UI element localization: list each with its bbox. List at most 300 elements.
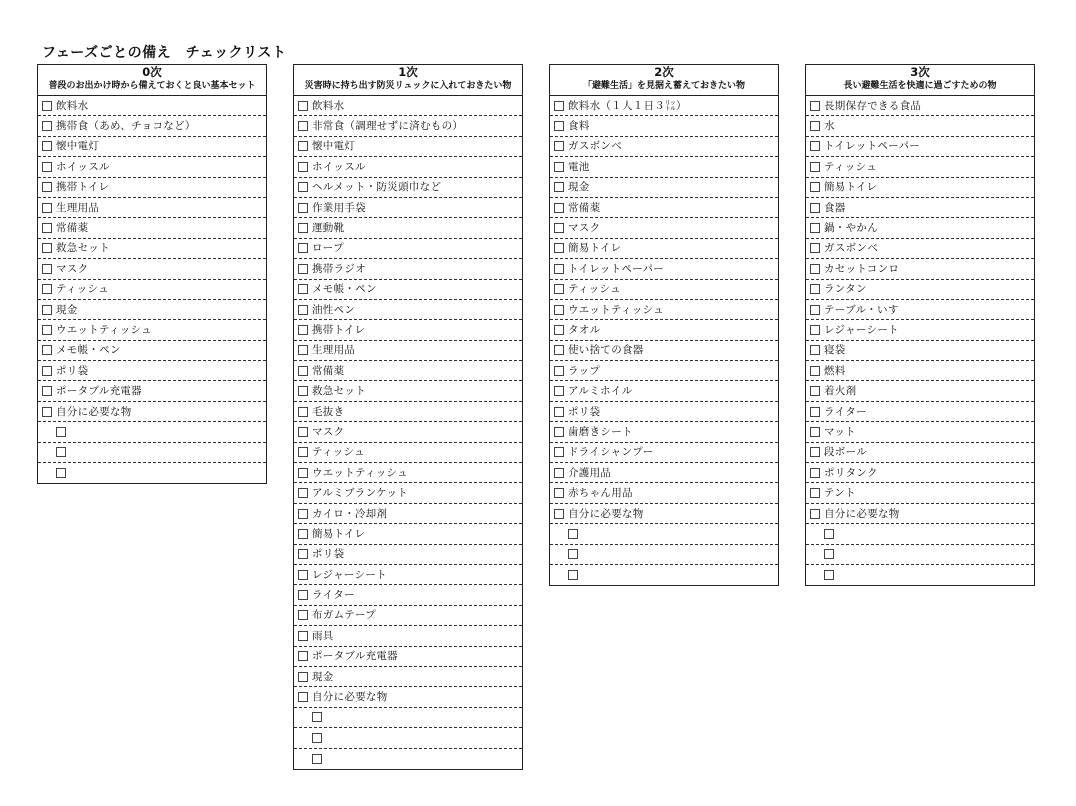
checklist-item-label: トイレットペーパー [824, 140, 921, 153]
checkbox[interactable] [42, 345, 52, 355]
blank-checklist-item [294, 728, 522, 748]
checklist-item [550, 320, 778, 340]
checkbox[interactable] [312, 712, 322, 722]
checklist-item [550, 96, 778, 116]
checklist-item-label: 介護用品 [568, 466, 612, 479]
checkbox[interactable] [42, 325, 52, 335]
checkbox[interactable] [810, 243, 820, 253]
checklist-item-label: ポリ袋 [312, 548, 345, 561]
blank-checklist-item [806, 565, 1034, 585]
checklist-item [550, 198, 778, 218]
checklist-item [550, 157, 778, 177]
checklist-item-label: メモ帳・ペン [56, 344, 121, 357]
checklist-item [38, 320, 266, 340]
checkbox[interactable] [42, 162, 52, 172]
checklist-item-label: 携帯トイレ [312, 324, 366, 336]
checkbox[interactable] [298, 692, 308, 702]
checkbox[interactable] [298, 651, 308, 661]
checklist-rows [294, 96, 522, 769]
checklist-column-phase-0 [37, 64, 267, 484]
checklist-item-label: 簡易トイレ [312, 527, 366, 540]
checklist-item-label: 常備薬 [568, 201, 601, 214]
checklist-item [806, 463, 1034, 483]
checkbox[interactable] [42, 182, 52, 192]
checklist-item-label: ガスボンベ [824, 242, 878, 255]
checklist-item [806, 157, 1034, 177]
checklist-item-label: 着火剤 [824, 385, 857, 398]
blank-checklist-item [294, 749, 522, 769]
checkbox[interactable] [810, 182, 820, 192]
checklist-item-label: ガスボンベ [568, 140, 622, 153]
checklist-item [806, 300, 1034, 320]
checkbox[interactable] [810, 162, 820, 172]
checklist-item [294, 483, 522, 503]
checklist-item [806, 198, 1034, 218]
checklist-item [806, 280, 1034, 300]
checklist-item [294, 463, 522, 483]
column-header [38, 65, 266, 96]
checklist-item [38, 96, 266, 116]
checkbox[interactable] [810, 427, 820, 437]
checklist-item-label: ホイッスル [56, 160, 110, 173]
checklist-item [38, 137, 266, 157]
checklist-item-label: ティッシュ [56, 283, 109, 296]
checklist-item-label: 電池 [568, 160, 590, 173]
checklist-item-label: 赤ちゃん用品 [568, 487, 633, 500]
checkbox[interactable] [554, 386, 564, 396]
checklist-item [294, 218, 522, 238]
checklist-item [294, 422, 522, 442]
checklist-item-label: トイレットペーパー [568, 262, 665, 275]
checklist-item-label: マスク [568, 222, 601, 235]
column-header [294, 65, 522, 96]
checklist-item-label: 使い捨ての食器 [568, 344, 644, 357]
checklist-item [806, 504, 1034, 524]
checkbox[interactable] [298, 590, 308, 600]
checkbox[interactable] [554, 427, 564, 437]
checkbox[interactable] [554, 345, 564, 355]
checkbox[interactable] [56, 447, 66, 457]
checkbox[interactable] [42, 305, 52, 315]
checklist-item-label: ポリ袋 [568, 405, 601, 418]
checklist-item-label: アルミブランケット [312, 487, 409, 500]
checklist-item [38, 361, 266, 381]
checkbox[interactable] [810, 488, 820, 498]
checkbox[interactable] [810, 141, 820, 151]
checkbox[interactable] [554, 141, 564, 151]
checkbox[interactable] [298, 182, 308, 192]
checklist-item-label: 雨具 [312, 629, 334, 642]
checkbox[interactable] [554, 468, 564, 478]
checklist-item-label: テーブル・いす [824, 303, 899, 316]
checklist-item-label: 携帯ラジオ [312, 262, 366, 275]
checklist-item-label: ポータブル充電器 [56, 385, 142, 398]
checklist-item-label: アルミホイル [568, 385, 633, 398]
checklist-item-label: 寝袋 [824, 344, 846, 357]
blank-checklist-item [550, 524, 778, 544]
checkbox[interactable] [298, 447, 308, 457]
checkbox[interactable] [554, 162, 564, 172]
checkbox[interactable] [810, 121, 820, 131]
checklist-item-label: 歯磨きシート [568, 425, 633, 438]
checklist-item-label: 食器 [824, 201, 846, 214]
checkbox[interactable] [554, 223, 564, 233]
checkbox[interactable] [298, 101, 308, 111]
column-header [550, 65, 778, 96]
checklist-item [294, 667, 522, 687]
checklist-item-label: 常備薬 [56, 222, 89, 235]
checkbox[interactable] [554, 264, 564, 274]
checklist-item-label: マスク [312, 425, 345, 438]
checklist-item [294, 626, 522, 646]
checklist-item [550, 504, 778, 524]
checklist-item [550, 300, 778, 320]
checkbox[interactable] [554, 284, 564, 294]
checklist-item-label: タオル [568, 324, 601, 336]
checklist-item-label: ランタン [824, 283, 867, 296]
checklist-item [550, 218, 778, 238]
checklist-item-label: 長期保存できる食品 [824, 99, 922, 112]
checkbox[interactable] [554, 407, 564, 417]
checkbox[interactable] [298, 386, 308, 396]
checkbox[interactable] [298, 610, 308, 620]
checklist-item-label: 非常食（調理せずに済むもの） [312, 120, 464, 133]
checkbox[interactable] [810, 366, 820, 376]
checklist-item [806, 239, 1034, 259]
checkbox[interactable] [312, 754, 322, 764]
checklist-item [806, 341, 1034, 361]
checkbox[interactable] [42, 203, 52, 213]
checklist-item [550, 463, 778, 483]
checklist-item [550, 483, 778, 503]
checklist-item-label: ポリタンク [824, 466, 878, 479]
checklist-item-label: ライター [824, 405, 867, 418]
checkbox[interactable] [810, 325, 820, 335]
checkbox[interactable] [298, 203, 308, 213]
checklist-item-label: 自分に必要な物 [56, 405, 132, 418]
checklist-item-label: 救急セット [56, 242, 110, 255]
checklist-item-label: メモ帳・ペン [312, 283, 377, 296]
checklist-item [806, 137, 1034, 157]
checkbox[interactable] [298, 243, 308, 253]
checklist-rows [38, 96, 266, 483]
checklist-item-label: 現金 [568, 181, 590, 194]
checklist-item-label: 懐中電灯 [312, 140, 356, 153]
checklist-item [550, 381, 778, 401]
checkbox[interactable] [810, 407, 820, 417]
checkbox[interactable] [298, 570, 308, 580]
checklist-item [550, 259, 778, 279]
checklist-item [38, 280, 266, 300]
checkbox[interactable] [810, 264, 820, 274]
checkbox[interactable] [298, 141, 308, 151]
checklist-item-label: ライター [312, 589, 355, 602]
checklist-rows [550, 96, 778, 585]
checkbox[interactable] [298, 509, 308, 519]
checklist-item [38, 402, 266, 422]
checkbox[interactable] [824, 570, 834, 580]
phase-label: 3次 [910, 65, 930, 79]
phase-label: 2次 [654, 65, 674, 79]
checkbox[interactable] [298, 672, 308, 682]
checkbox[interactable] [298, 468, 308, 478]
checkbox[interactable] [298, 529, 308, 539]
checkbox[interactable] [554, 101, 564, 111]
checklist-item-label: ティッシュ [312, 446, 365, 459]
checklist-item [38, 239, 266, 259]
blank-checklist-item [806, 524, 1034, 544]
phase-subtitle: 「避難生活」を見据え蓄えておきたい物 [582, 81, 745, 91]
phase-subtitle: 災害時に持ち出す防災リュックに入れておきたい物 [304, 81, 512, 91]
checklist-item-label: テント [824, 487, 856, 500]
blank-checklist-item [38, 443, 266, 463]
checklist-item [38, 259, 266, 279]
checklist-item [38, 381, 266, 401]
checklist-item [294, 545, 522, 565]
checklist-item [294, 443, 522, 463]
checklist-item [806, 402, 1034, 422]
checklist-item [294, 606, 522, 626]
checkbox[interactable] [298, 284, 308, 294]
checkbox[interactable] [810, 305, 820, 315]
checkbox[interactable] [298, 549, 308, 559]
checklist-item [38, 218, 266, 238]
checklist-item [806, 320, 1034, 340]
checklist-item-label: 布ガムテープ [312, 609, 377, 622]
checklist-item [294, 198, 522, 218]
checklist-item-label: 簡易トイレ [568, 242, 622, 255]
checkbox[interactable] [810, 509, 820, 519]
checklist-item-label: ポータブル充電器 [312, 650, 398, 663]
checkbox[interactable] [554, 447, 564, 457]
checklist-item-label: 飲料水（１人１日３㍑） [568, 99, 687, 112]
blank-checklist-item [806, 545, 1034, 565]
checklist-item [294, 280, 522, 300]
blank-checklist-item [38, 463, 266, 483]
checkbox[interactable] [568, 549, 578, 559]
blank-checklist-item [38, 422, 266, 442]
checklist-item [294, 524, 522, 544]
checklist-item [38, 341, 266, 361]
checkbox[interactable] [42, 264, 52, 274]
checkbox[interactable] [56, 468, 66, 478]
checklist-item [550, 402, 778, 422]
phase-label: 1次 [398, 65, 418, 79]
checkbox[interactable] [298, 305, 308, 315]
checklist-item-label: 作業用手袋 [312, 201, 366, 214]
blank-checklist-item [550, 565, 778, 585]
checklist-item [294, 361, 522, 381]
checklist-item-label: 現金 [56, 303, 78, 316]
checkbox[interactable] [554, 366, 564, 376]
checkbox[interactable] [568, 529, 578, 539]
checklist-item-label: 自分に必要な物 [824, 507, 900, 520]
checklist-item [294, 402, 522, 422]
phase-subtitle: 長い避難生活を快適に過ごすための物 [843, 81, 997, 91]
checklist-item-label: 生理用品 [56, 201, 100, 214]
checklist-item-label: 自分に必要な物 [568, 507, 644, 520]
checkbox[interactable] [810, 468, 820, 478]
checklist-item-label: ウエットティッシュ [56, 324, 152, 336]
checklist-item-label: レジャーシート [312, 568, 387, 581]
checklist-item [806, 361, 1034, 381]
checkbox[interactable] [554, 325, 564, 335]
checkbox[interactable] [42, 407, 52, 417]
checkbox[interactable] [298, 345, 308, 355]
checkbox[interactable] [824, 529, 834, 539]
checklist-item [294, 565, 522, 585]
checklist-item [294, 96, 522, 116]
checklist-item-label: ヘルメット・防災頭巾など [312, 181, 442, 194]
checklist-item [38, 178, 266, 198]
checklist-item-label: ロープ [312, 242, 344, 255]
phase-subtitle: 普段のお出かけ時から備えておくと良い基本セット [48, 81, 256, 91]
checklist-item-label: 鍋・やかん [824, 222, 878, 235]
checkbox[interactable] [42, 101, 52, 111]
checkbox[interactable] [298, 631, 308, 641]
checklist-item-label: 携帯トイレ [56, 181, 110, 194]
checklist-item [806, 116, 1034, 136]
checkbox[interactable] [810, 223, 820, 233]
checklist-item-label: 自分に必要な物 [312, 691, 388, 704]
checkbox[interactable] [42, 223, 52, 233]
checklist-item [806, 483, 1034, 503]
checklist-item [294, 300, 522, 320]
checkbox[interactable] [554, 243, 564, 253]
checklist-item [806, 443, 1034, 463]
checkbox[interactable] [810, 447, 820, 457]
checklist-item [550, 443, 778, 463]
checklist-column-phase-1 [293, 64, 523, 770]
checklist-column-phase-2 [549, 64, 779, 586]
checklist-item-label: マスク [56, 262, 89, 275]
checkbox[interactable] [312, 733, 322, 743]
checklist-item [806, 96, 1034, 116]
checklist-item-label: 油性ペン [312, 303, 356, 316]
checklist-item [294, 320, 522, 340]
checkbox[interactable] [298, 407, 308, 417]
checklist-item [294, 239, 522, 259]
checklist-item [38, 116, 266, 136]
checklist-item-label: ドライシャンプー [568, 446, 654, 459]
checklist-item-label: ティッシュ [824, 160, 877, 173]
page-title: フェーズごとの備え チェックリスト [42, 45, 287, 61]
checkbox[interactable] [298, 223, 308, 233]
checkbox[interactable] [42, 386, 52, 396]
checklist-item-label: 救急セット [312, 385, 366, 398]
checkbox[interactable] [810, 101, 820, 111]
checkbox[interactable] [554, 182, 564, 192]
checklist-item [550, 178, 778, 198]
checkbox[interactable] [42, 141, 52, 151]
checklist-item-label: 飲料水 [56, 99, 89, 112]
checkbox[interactable] [810, 386, 820, 396]
checkbox[interactable] [298, 325, 308, 335]
checkbox[interactable] [298, 162, 308, 172]
checklist-item [294, 116, 522, 136]
checkbox[interactable] [298, 427, 308, 437]
checklist-item-label: 食料 [568, 120, 590, 133]
checklist-column-phase-3 [805, 64, 1035, 586]
checklist-item [294, 687, 522, 707]
checkbox[interactable] [810, 284, 820, 294]
checklist-item [38, 157, 266, 177]
checklist-item-label: 段ボール [824, 446, 867, 459]
checklist-item-label: ウエットティッシュ [568, 303, 664, 316]
checklist-item-label: 携帯食（あめ、チョコなど） [56, 120, 196, 133]
checkbox[interactable] [42, 366, 52, 376]
checklist-item [550, 341, 778, 361]
checklist-item [294, 259, 522, 279]
checklist-item-label: 生理用品 [312, 344, 356, 357]
checklist-item-label: 簡易トイレ [824, 181, 878, 194]
checklist-item-label: 飲料水 [312, 99, 345, 112]
checklist-item [294, 647, 522, 667]
checklist-item-label: ラップ [568, 364, 601, 377]
checklist-item-label: ティッシュ [568, 283, 621, 296]
checkbox[interactable] [554, 121, 564, 131]
checklist-item-label: カセットコンロ [824, 262, 900, 275]
checkbox[interactable] [298, 264, 308, 274]
checkbox[interactable] [298, 121, 308, 131]
checkbox[interactable] [554, 305, 564, 315]
checklist-item [806, 381, 1034, 401]
checklist-item [550, 361, 778, 381]
checkbox[interactable] [42, 243, 52, 253]
checkbox[interactable] [42, 284, 52, 294]
checklist-item-label: 常備薬 [312, 364, 345, 377]
checklist-item-label: 水 [824, 120, 835, 133]
checkbox[interactable] [810, 203, 820, 213]
checkbox[interactable] [42, 121, 52, 131]
checklist-item [806, 218, 1034, 238]
checklist-item-label: ホイッスル [312, 160, 366, 173]
checklist-item [806, 259, 1034, 279]
checklist-item [294, 341, 522, 361]
checklist-item [806, 422, 1034, 442]
checklist-item [294, 137, 522, 157]
checklist-item [294, 381, 522, 401]
checklist-item-label: レジャーシート [824, 324, 899, 336]
checklist-item [806, 178, 1034, 198]
checkbox[interactable] [554, 203, 564, 213]
checkbox[interactable] [554, 509, 564, 519]
checkbox[interactable] [56, 427, 66, 437]
checklist-item-label: 現金 [312, 670, 334, 683]
checklist-item [294, 157, 522, 177]
checklist-item [294, 504, 522, 524]
column-header [806, 65, 1034, 96]
checklist-item-label: ウエットティッシュ [312, 466, 408, 479]
checklist-item [294, 178, 522, 198]
checklist-item-label: 毛抜き [312, 405, 345, 418]
checklist-item [550, 280, 778, 300]
checkbox[interactable] [568, 570, 578, 580]
checkbox[interactable] [824, 549, 834, 559]
checkbox[interactable] [298, 366, 308, 376]
checkbox[interactable] [810, 345, 820, 355]
checklist-item [550, 137, 778, 157]
checklist-item-label: 懐中電灯 [56, 140, 100, 153]
blank-checklist-item [550, 545, 778, 565]
checklist-item-label: 燃料 [824, 364, 846, 377]
checklist-item-label: ポリ袋 [56, 364, 89, 377]
checkbox[interactable] [554, 488, 564, 498]
checklist-item [38, 198, 266, 218]
checklist-item [294, 585, 522, 605]
checklist-item-label: カイロ・冷却剤 [312, 507, 388, 520]
checkbox[interactable] [298, 488, 308, 498]
